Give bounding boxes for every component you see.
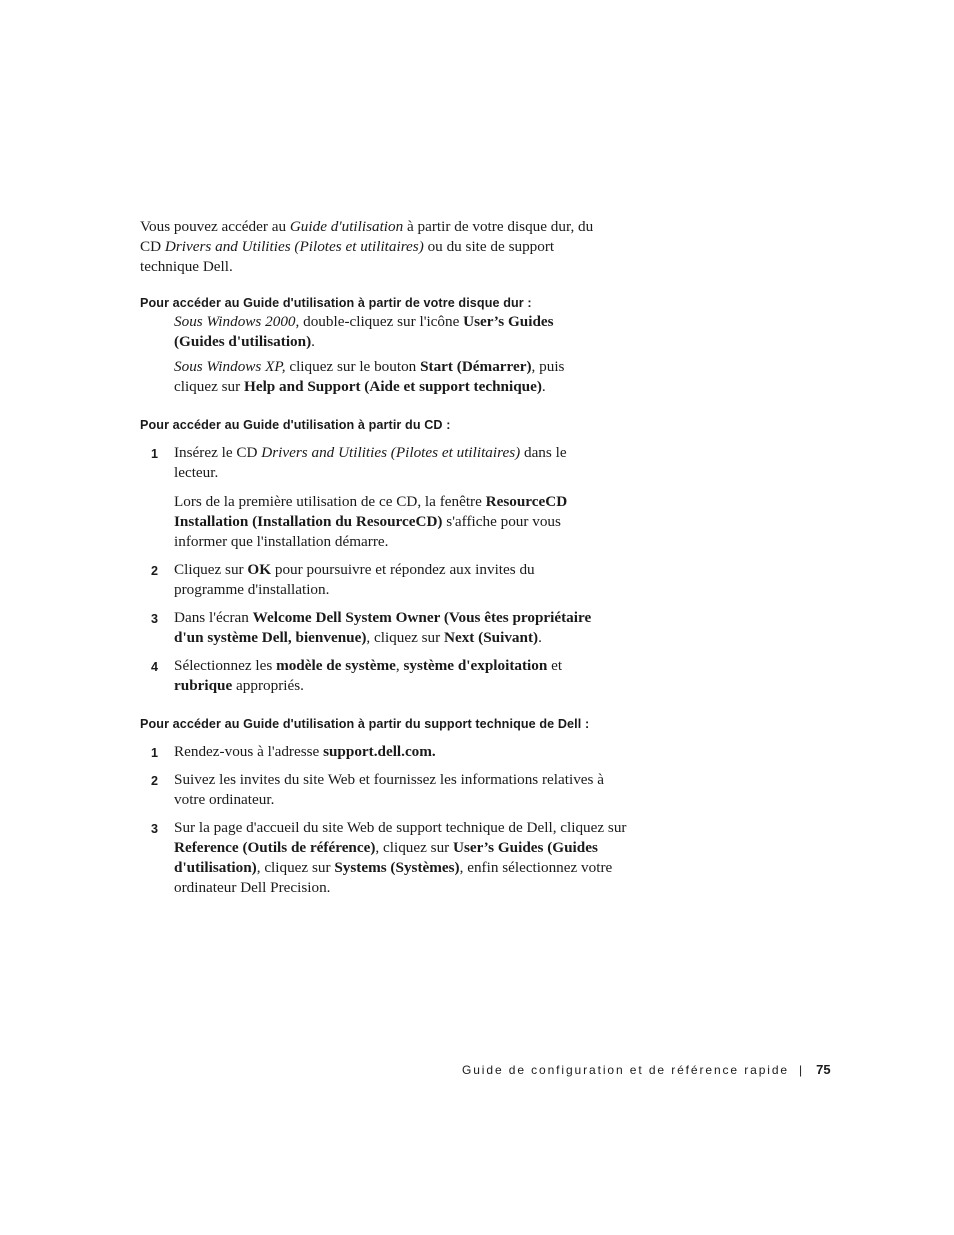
cd-step-4-text-4: appropriés.: [232, 677, 304, 694]
cd-step-2-text: [174, 560, 574, 600]
cd-step-4-text-1: Sélectionnez les: [174, 657, 277, 674]
page-number: 75: [816, 1062, 831, 1077]
web-step-2: [140, 770, 654, 810]
web-step-2-text: [174, 770, 620, 810]
users-guides-icon-label: User’s Guides (Guides d'utilisation): [174, 313, 554, 350]
cd-note-text-1: Lors de la première utilisation de ce CD, la fenêtre: [174, 493, 486, 510]
web-step-3-text-4: , enfin sélectionnez votre ordinateur Dell Precision.: [174, 859, 613, 896]
cd-step-1-text-1: Insérez le CD: [174, 444, 262, 461]
cd-step-4-text-3: et: [547, 657, 563, 674]
cd-step-1-text: [174, 443, 579, 483]
footer-separator: |: [799, 1063, 803, 1077]
step-number: 1: [151, 746, 159, 760]
topic-label: rubrique: [174, 677, 233, 694]
heading-hard-drive: Pour accéder au Guide d'utilisation à partir de votre disque dur :: [140, 296, 532, 310]
cd-step-1-text-2: dans le lecteur.: [174, 444, 567, 481]
hd-p1-text-1: , double-cliquez sur l'icône: [295, 313, 464, 330]
web-step-3: [140, 818, 674, 898]
page-body: [140, 217, 640, 898]
ok-button-label: OK: [247, 561, 272, 578]
hd-windows-2000-paragraph: [174, 312, 594, 352]
hd-p2-text-1: cliquez sur le bouton: [285, 358, 421, 375]
resourcecd-window-label: ResourceCD Installation (Installation du ResourceCD): [174, 493, 568, 530]
web-step-3-text-1: Sur la page d'accueil du site Web de support technique de Dell, cliquez sur: [174, 819, 627, 836]
intro-text-3: ou du site de support technique Dell.: [140, 238, 555, 275]
help-and-support-label: Help and Support (Aide et support technique): [244, 378, 542, 395]
heading-cd: Pour accéder au Guide d'utilisation à partir du CD :: [140, 418, 451, 432]
start-button-label: Start (Démarrer): [420, 358, 532, 375]
web-step-1: [140, 742, 654, 762]
reference-link-label: Reference (Outils de référence): [174, 839, 376, 856]
intro-paragraph: [140, 217, 610, 277]
web-step-3-text-2: , cliquez sur: [375, 839, 454, 856]
cd-step-4-text: [174, 656, 584, 696]
page-footer: [462, 1062, 831, 1078]
hd-p2-text-2: , puis cliquez sur: [174, 358, 565, 395]
intro-cd-title: Drivers and Utilities (Pilotes et utilitaires): [164, 238, 424, 255]
step-number: 2: [151, 774, 159, 788]
system-model-label: modèle de système: [276, 657, 396, 674]
cd-step-3-text: [174, 608, 614, 648]
intro-text-2: à partir de votre disque dur, du CD: [140, 218, 594, 255]
support-url[interactable]: support.dell.com.: [323, 743, 436, 760]
intro-text-1: Vous pouvez accéder au: [140, 218, 290, 235]
systems-link-label: Systems (Systèmes): [334, 859, 460, 876]
step-number: 2: [151, 564, 159, 578]
cd-step-3-text-2: , cliquez sur: [366, 629, 444, 646]
cd-step-4: [140, 656, 654, 696]
cd-title: Drivers and Utilities (Pilotes et utilitaires): [261, 444, 521, 461]
windows-xp-label: Sous Windows XP,: [174, 358, 286, 375]
hd-windows-xp-paragraph: [174, 357, 594, 397]
step-number: 3: [151, 822, 159, 836]
cd-step-4-text-2: ,: [395, 657, 404, 674]
cd-step-3-text-1: Dans l'écran: [174, 609, 253, 626]
cd-step-1-note: [174, 492, 594, 552]
web-step-1-text-1: Rendez-vous à l'adresse: [174, 743, 324, 760]
users-guides-link-label: User’s Guides (Guides d'utilisation): [174, 839, 598, 876]
cd-step-1: [140, 443, 604, 552]
web-step-2-text-1: Suivez les invites du site Web et fournissez les informations relatives à votre ordinateur.: [174, 771, 604, 808]
cd-step-3: [140, 608, 654, 648]
web-step-1-text: [174, 742, 654, 762]
hd-p2-text-3: .: [541, 378, 546, 395]
step-number: 4: [151, 660, 159, 674]
cd-step-3-text-3: .: [538, 629, 542, 646]
cd-step-2-text-1: Cliquez sur: [174, 561, 248, 578]
welcome-screen-label: Welcome Dell System Owner (Vous êtes propriétaire d'un système Dell, bienvenue): [174, 609, 592, 646]
hd-p1-text-2: .: [311, 333, 315, 350]
cd-step-2-text-2: pour poursuivre et répondez aux invites du programme d'installation.: [174, 561, 535, 598]
step-number: 3: [151, 612, 159, 626]
heading-web: Pour accéder au Guide d'utilisation à partir du support technique de Dell :: [140, 717, 590, 731]
intro-guide-title: Guide d'utilisation: [289, 218, 404, 235]
footer-title: Guide de configuration et de référence rapide: [462, 1063, 789, 1077]
next-button-label: Next (Suivant): [444, 629, 539, 646]
cd-step-2: [140, 560, 604, 600]
operating-system-label: système d'exploitation: [403, 657, 548, 674]
cd-note-text-2: s'affiche pour vous informer que l'installation démarre.: [174, 513, 561, 550]
web-step-3-text-3: , cliquez sur: [256, 859, 335, 876]
web-step-3-text: [174, 818, 640, 898]
step-number: 1: [151, 447, 159, 461]
windows-2000-label: Sous Windows 2000: [174, 313, 296, 330]
